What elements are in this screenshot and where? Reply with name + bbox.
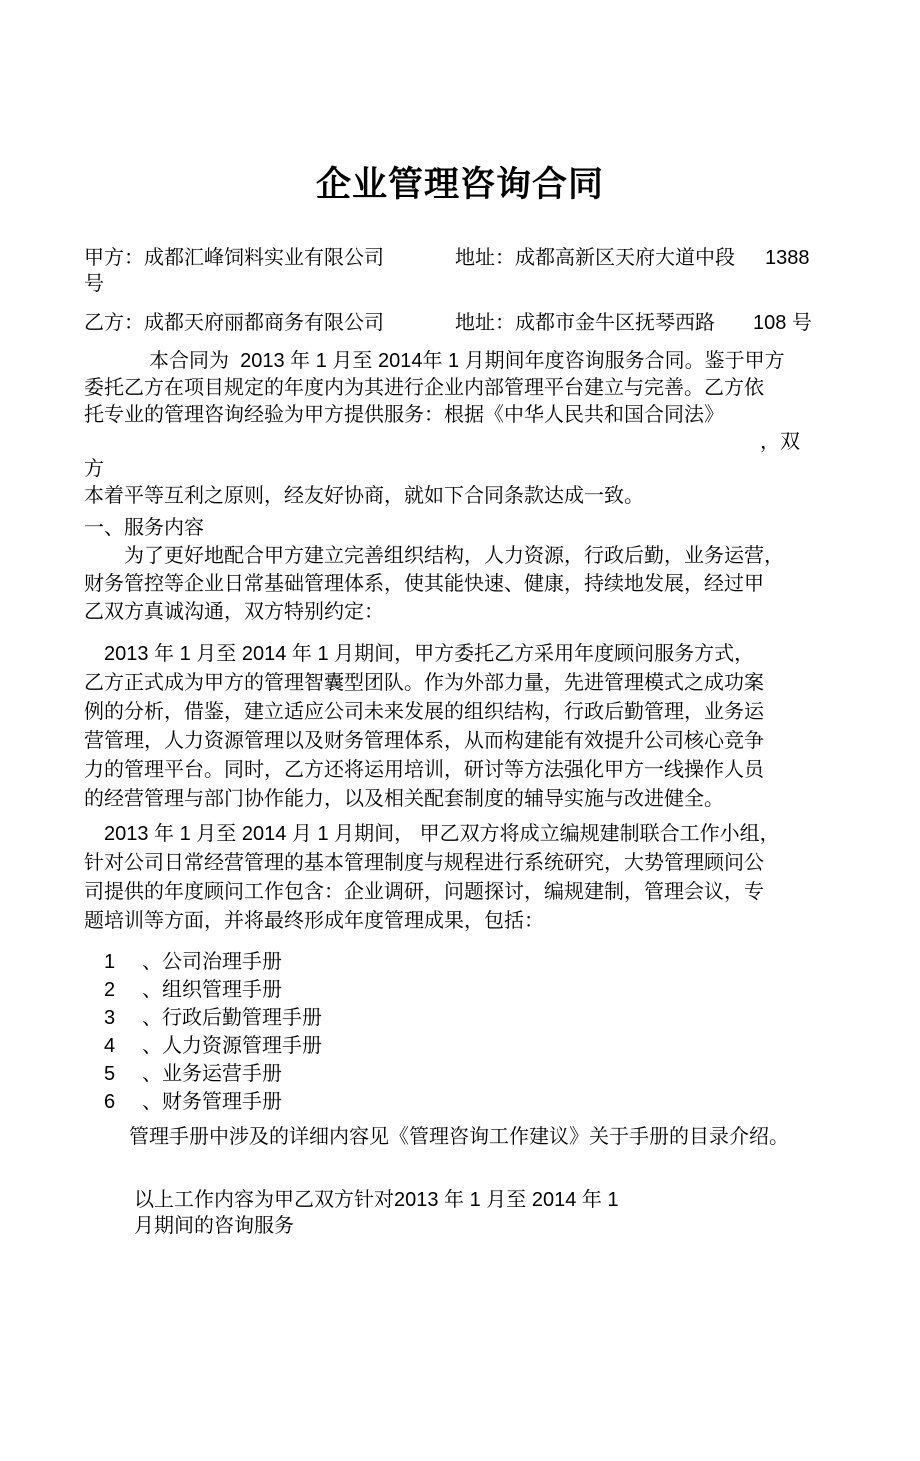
handbook-item-1-number: 1	[104, 951, 116, 973]
handbook-item-5	[84, 1060, 836, 1088]
handbook-item-5-title: 、业务运营手册	[142, 1063, 282, 1085]
handbook-item-2	[84, 976, 836, 1004]
handbook-item-4-number: 4	[104, 1035, 116, 1057]
para2-line-3: 乙双方真诚沟通，双方特别约定：	[84, 601, 384, 623]
handbook-item-6	[84, 1088, 836, 1116]
para3-line-2: 乙方正式成为甲方的管理智囊型团队。作为外部力量，先进管理模式之成功案	[84, 672, 764, 694]
handbook-item-6-number: 6	[104, 1091, 116, 1113]
handbook-item-2-number: 2	[104, 979, 116, 1001]
para4-line-4: 题培训等方面，并将最终形成年度管理成果，包括：	[84, 910, 544, 932]
party-a-row	[84, 246, 836, 271]
para3-line-4: 营管理，人力资源管理以及财务管理体系，从而构建能有效提升公司核心竞争	[84, 730, 764, 752]
para4-line-1: 2013 年 1 月至 2014 月 1 月期间， 甲乙双方将成立编规建制联合工作小组，	[104, 823, 780, 845]
service-goal-paragraph	[84, 542, 836, 626]
advisory-service-paragraph	[84, 640, 836, 814]
party-a-address-wrap: 号	[84, 273, 104, 295]
intro-line-3: 托专业的管理咨询经验为甲方提供服务：根据《中华人民共和国合同法》	[84, 404, 724, 426]
contract-document-page	[0, 158, 920, 1461]
handbook-item-2-title: 、组织管理手册	[142, 979, 282, 1001]
para2-line-2: 财务管控等企业日常基础管理体系，使其能快速、健康，持续地发展，经过甲	[84, 573, 764, 595]
para3-line-1: 2013 年 1 月至 2014 年 1 月期间，甲方委托乙方采用年度顾问服务方式，	[104, 643, 755, 665]
para3-line-3: 例的分析，借鉴，建立适应公司未来发展的组织结构，行政后勤管理，业务运	[84, 701, 764, 723]
party-a-street-number: 1388	[765, 247, 810, 269]
handbook-item-4	[84, 1032, 836, 1060]
intro-line-1: 本合同为 2013 年 1 月至 2014年 1 月期间年度咨询服务合同。鉴于甲方	[149, 350, 785, 372]
handbook-item-3-number: 3	[104, 1007, 116, 1029]
handbook-item-5-number: 5	[104, 1063, 116, 1085]
intro-line-5: 方	[84, 458, 104, 480]
para4-line-3: 司提供的年度顾问工作包含：企业调研，问题探讨，编规建制，管理会议，专	[84, 881, 764, 903]
para3-line-5: 力的管理平台。同时，乙方还将运用培训，研讨等方法强化甲方一线操作人员	[84, 759, 764, 781]
handbook-item-4-title: 、人力资源管理手册	[142, 1035, 322, 1057]
party-a-address: 地址：成都高新区天府大道中段	[455, 247, 735, 269]
handbook-item-1-title: 、公司治理手册	[142, 951, 282, 973]
handbook-detail-note: 管理手册中涉及的详细内容见《管理咨询工作建议》关于手册的目录介绍。	[129, 1126, 789, 1148]
para2-line-1: 为了更好地配合甲方建立完善组织结构，人力资源，行政后勤，业务运营，	[124, 545, 784, 567]
contract-title: 企业管理咨询合同	[315, 165, 604, 204]
intro-line-4: ，双	[760, 431, 800, 453]
joint-workgroup-paragraph	[84, 820, 836, 936]
handbook-list	[84, 948, 836, 1116]
section-heading-service-content: 一、服务内容	[84, 517, 204, 539]
handbook-item-1	[84, 948, 836, 976]
closing-line-1: 以上工作内容为甲乙双方针对2013 年 1 月至 2014 年 1	[134, 1189, 619, 1211]
party-a-name: 甲方：成都汇峰饲料实业有限公司	[84, 247, 384, 269]
party-b-row	[84, 311, 836, 336]
para3-line-6: 的经营管理与部门协作能力，以及相关配套制度的辅导实施与改进健全。	[84, 788, 724, 810]
party-b-name: 乙方：成都天府丽都商务有限公司	[84, 312, 384, 334]
parties-section	[84, 246, 836, 336]
closing-line-2: 月期间的咨询服务	[134, 1215, 294, 1237]
party-b-address: 地址：成都市金牛区抚琴西路	[455, 312, 715, 334]
intro-line-6: 本着平等互利之原则，经友好协商，就如下合同条款达成一致。	[84, 485, 644, 507]
party-b-street-number: 108 号	[753, 312, 812, 334]
handbook-item-3-title: 、行政后勤管理手册	[142, 1007, 322, 1029]
closing-paragraph	[84, 1187, 836, 1239]
para4-line-2: 针对公司日常经营管理的基本管理制度与规程进行系统研究，大势管理顾问公	[84, 852, 764, 874]
intro-paragraph	[84, 348, 836, 510]
handbook-item-6-title: 、财务管理手册	[142, 1091, 282, 1113]
handbook-item-3	[84, 1004, 836, 1032]
intro-line-2: 委托乙方在项目规定的年度内为其进行企业内部管理平台建立与完善。乙方依	[84, 377, 764, 399]
